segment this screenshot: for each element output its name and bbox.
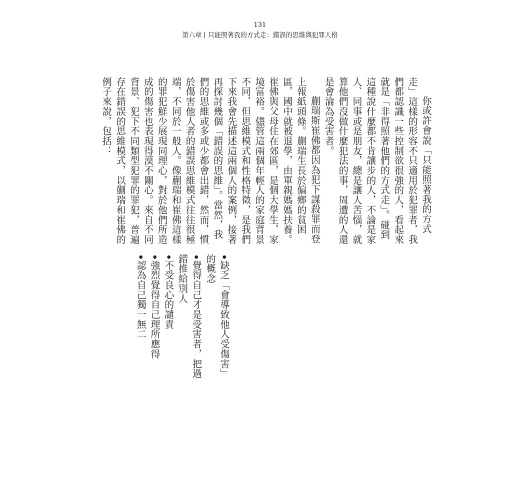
bullet-item xyxy=(160,254,174,384)
page-number: 131 xyxy=(253,21,267,29)
bullet-item xyxy=(202,254,230,384)
bullet-dot-icon: • xyxy=(190,254,202,261)
bullet-item xyxy=(133,254,147,384)
bullet-dot-icon: • xyxy=(162,254,174,261)
bullet-text: 覺得自己才是受害者，把過錯推給別人 xyxy=(176,254,202,379)
running-head: 第六章 | 只能照著我的方式走：錯誤的思維與犯罪人格 xyxy=(182,31,338,39)
bullet-text: 強烈覺得自己理所應得 xyxy=(148,260,160,359)
bullet-list xyxy=(100,254,230,384)
bullet-text: 缺乏「會導致他人受傷害」的概念 xyxy=(204,254,229,379)
bullet-item xyxy=(147,254,161,384)
bullet-text: 認為自己獨一無二 xyxy=(134,260,146,340)
bullet-dot-icon: • xyxy=(218,254,229,261)
bullet-dot-icon: • xyxy=(148,254,160,261)
bullet-item xyxy=(174,254,202,384)
paragraph: 蒯瑞斯崔佛都因為犯下謀殺罪而登上報紙頭條。蒯瑞生長於偏鄉的貧困區，國中就被退學，由單親媽媽扶養。崔佛與父母住在郊區，是個大學生，家境富裕。儘管這兩個年輕人的家庭背景不同，但思維模式和性格特徵，是我們下來我會先描述這兩個人的案例，接著再探討幾個「錯誤的思維」。當然，我們的思維或多或少都會出錯，然而，慣於傷害他人者的錯誤思維模式往往很極端，不同於一般人。像蒯瑞和崔佛這樣的罪犯鮮少展現同理心，對於他們所造成的傷害也表現得漠不關心。來自不同背景、犯下不同類型犯罪的罪犯，普遍存在錯誤的思維模式，以蒯瑞和崔佛的例子來說，包括： xyxy=(100,77,320,245)
bullet-dot-icon: • xyxy=(134,254,146,261)
paragraph: 你或許會說「只能照著我的方式走」這樣的形容不只適用於犯罪者，我們都認識一些控制欲很強的人，看起來就是「非得照著他們的方式走」。碰到這種說什麼都不肯讓步的人，不論是家人、同事或是朋友，總是讓人苦惱，就算他們沒做什麼犯法的事，周遭的人還是會淪為受害者。 xyxy=(322,77,431,245)
bullet-text: 不受良心的譴責 xyxy=(162,260,174,330)
body-text xyxy=(100,77,432,247)
